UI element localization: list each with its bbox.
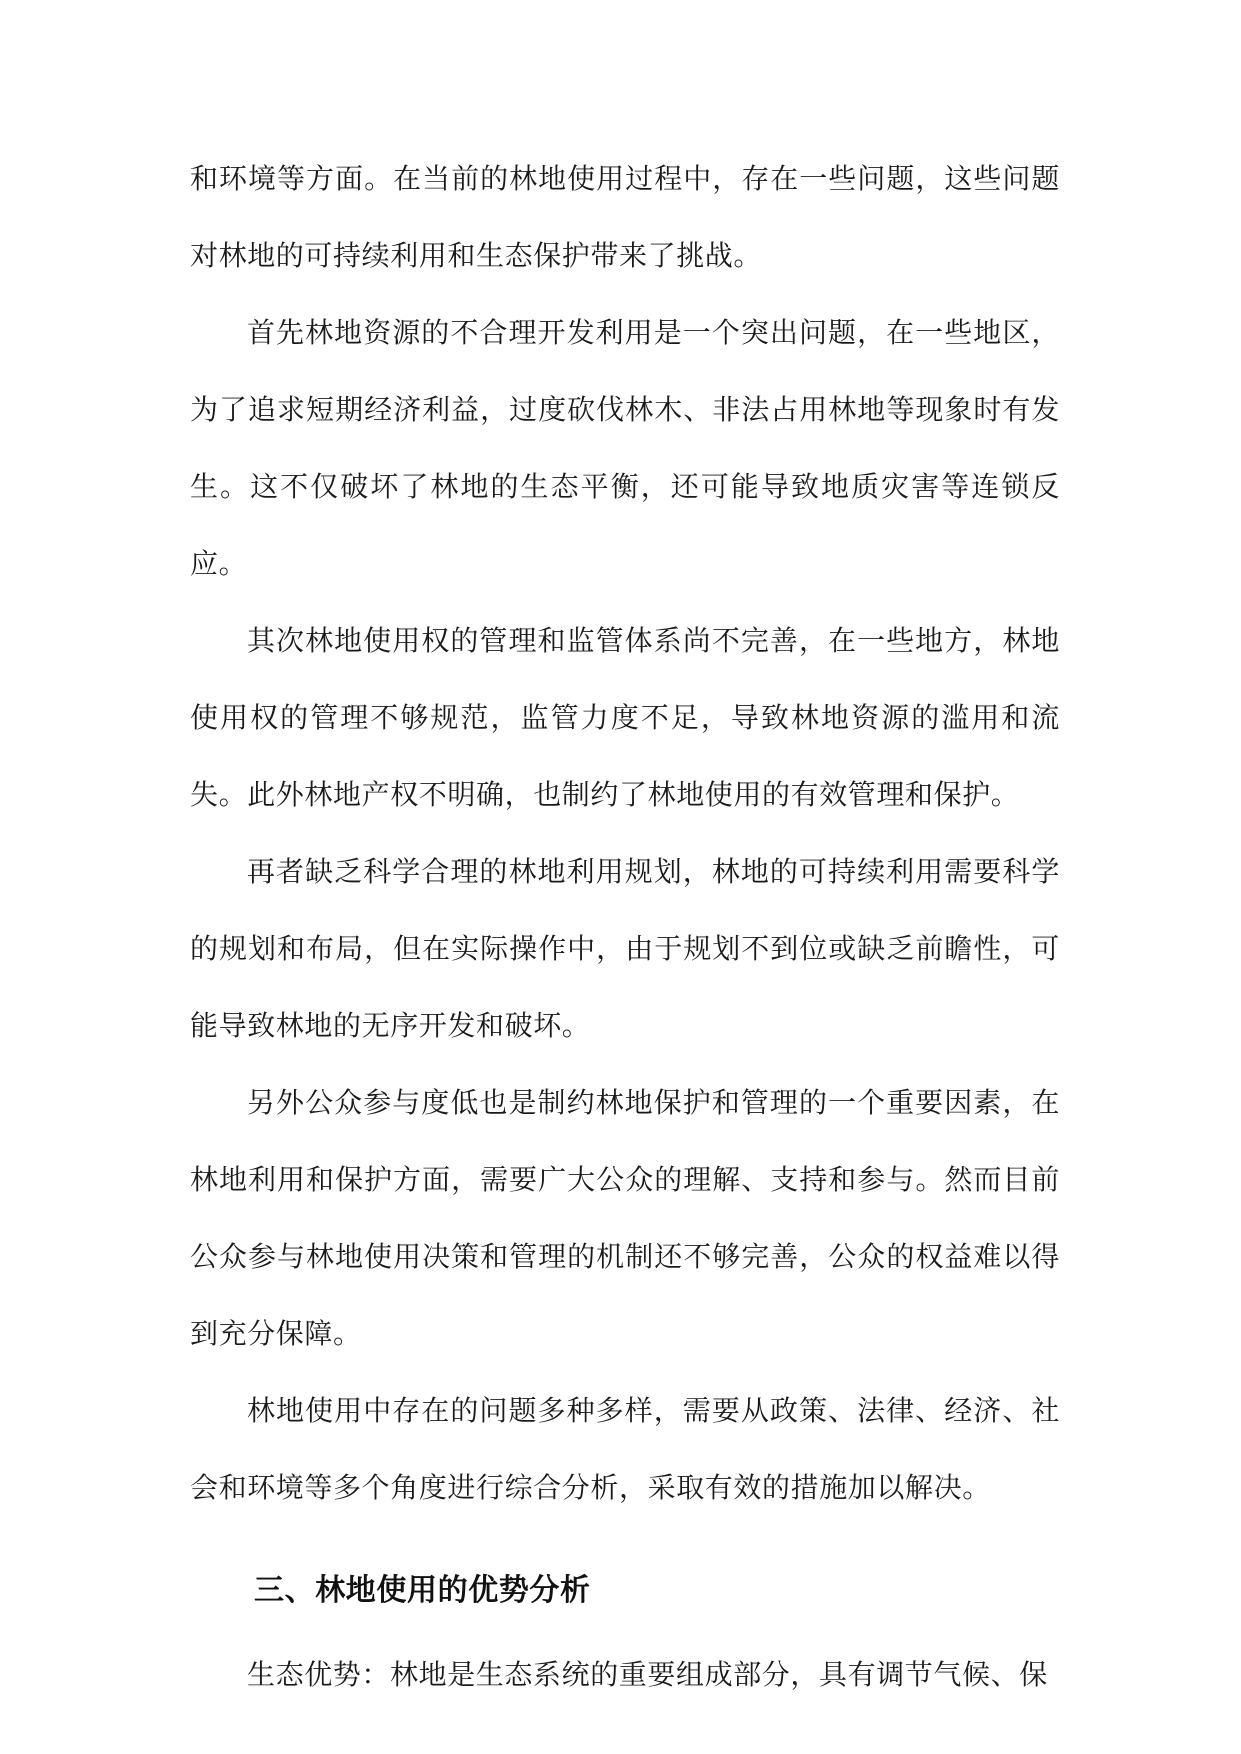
- paragraph-continuation: 和环境等方面。在当前的林地使用过程中，存在一些问题，这些问题对林地的可持续利用和生态保护带来了挑战。: [190, 162, 1060, 272]
- paragraph-summary: 林地使用中存在的问题多种多样，需要从政策、法律、经济、社会和环境等多个角度进行综合分析，采取有效的措施加以解决。: [190, 1394, 1060, 1504]
- paragraph-public-participation: 另外公众参与度低也是制约林地保护和管理的一个重要因素，在林地利用和保护方面，需要广大公众的理解、支持和参与。然而目前公众参与林地使用决策和管理的机制还不够完善，公众的权益难以得到充分保障。: [190, 1086, 1060, 1350]
- paragraph-planning: 再者缺乏科学合理的林地利用规划，林地的可持续利用需要科学的规划和布局，但在实际操作中，由于规划不到位或缺乏前瞻性，可能导致林地的无序开发和破坏。: [190, 855, 1060, 1042]
- paragraph-unreasonable-development: 首先林地资源的不合理开发利用是一个突出问题，在一些地区，为了追求短期经济利益，过度砍伐林木、非法占用林地等现象时有发生。这不仅破坏了林地的生态平衡，还可能导致地质灾害等连锁反应。: [190, 316, 1060, 580]
- document-body: [190, 140, 1060, 1713]
- section-heading: 三、林地使用的优势分析: [254, 1573, 591, 1608]
- paragraph-ecological-advantage: 生态优势：林地是生态系统的重要组成部分，具有调节气候、保: [247, 1658, 1048, 1691]
- paragraph-management-system: 其次林地使用权的管理和监管体系尚不完善，在一些地方，林地使用权的管理不够规范，监管力度不足，导致林地资源的滥用和流失。此外林地产权不明确，也制约了林地使用的有效管理和保护。: [190, 624, 1060, 811]
